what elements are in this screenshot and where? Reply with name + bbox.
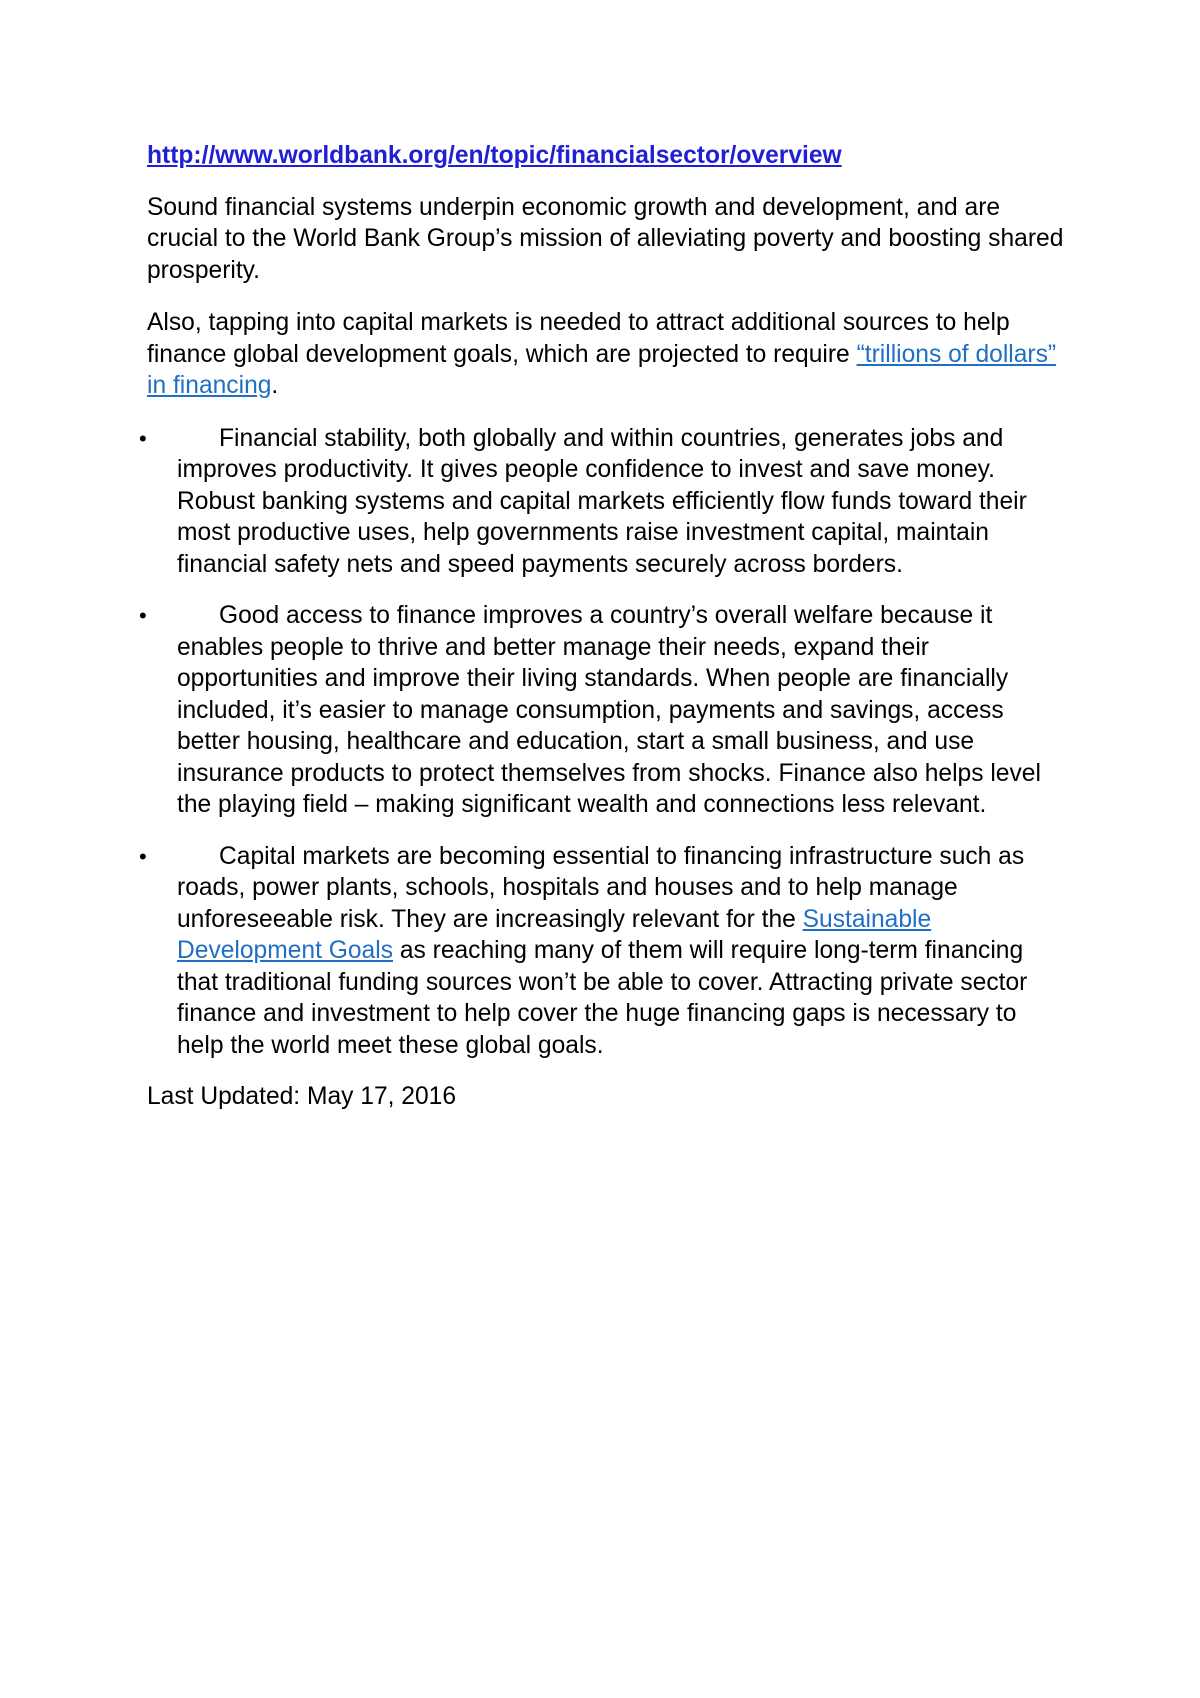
- sustainable-development-goals-link[interactable]: Sustainable Development Goals: [177, 905, 932, 964]
- bullet-icon: •: [139, 843, 147, 869]
- capital-markets-paragraph-end: .: [271, 372, 279, 399]
- intro-paragraph: Sound financial systems underpin economic growth and development, and are crucial to the World Bank Group’s mission of alleviating poverty and boosting shared prosperity.: [147, 193, 1064, 284]
- last-updated: Last Updated: May 17, 2016: [147, 1083, 456, 1110]
- bullet-text: Good access to finance improves a country’s overall welfare because it enables people to thrive and better manage their needs, expand their opportunities and improve their living standards. When people are financially included, it’s easier to manage consumption, payments and savings, access better housing, healthcare and education, start a small business, and use insurance products to protect themselves from shocks. Finance also helps level the playing field – making significant wealth and connections less relevant.: [177, 602, 1041, 818]
- capital-markets-paragraph-text: Also, tapping into capital markets is needed to attract additional sources to help finance global development goals, which are projected to require: [147, 309, 1010, 368]
- source-url-line: [147, 140, 1067, 172]
- bullet-financial-stability: [139, 423, 1067, 581]
- capital-markets-paragraph: [147, 307, 1067, 402]
- bullet-icon: •: [139, 425, 147, 451]
- bullet-text: Capital markets are becoming essential to financing infrastructure such as roads, power plants, schools, hospitals and houses and to help manage unforeseeable risk. They are increasingly relevant for the: [177, 842, 1025, 933]
- bullet-capital-markets: [139, 841, 1067, 1062]
- source-url-link[interactable]: http://www.worldbank.org/en/topic/financialsector/overview: [147, 142, 842, 169]
- bullet-icon: •: [139, 603, 147, 628]
- trillions-of-dollars-link[interactable]: “trillions of dollars” in financing: [147, 340, 1057, 399]
- bullet-list: [139, 423, 1067, 1062]
- document-page: [139, 140, 1067, 1113]
- bullet-text: Financial stability, both globally and within countries, generates jobs and improves productivity. It gives people confidence to invest and save money. Robust banking systems and capital markets efficiently flow funds toward their most productive uses, help governments raise investment capital, maintain financial safety nets and speed payments securely across borders.: [177, 424, 1027, 578]
- bullet-access-to-finance: [139, 600, 1067, 821]
- bullet-text-end: as reaching many of them will require long-term financing that traditional funding sources won’t be able to cover. Attracting private sector finance and investment to help cover the huge financing gaps is necessary to help the world meet these global goals.: [177, 937, 1028, 1059]
